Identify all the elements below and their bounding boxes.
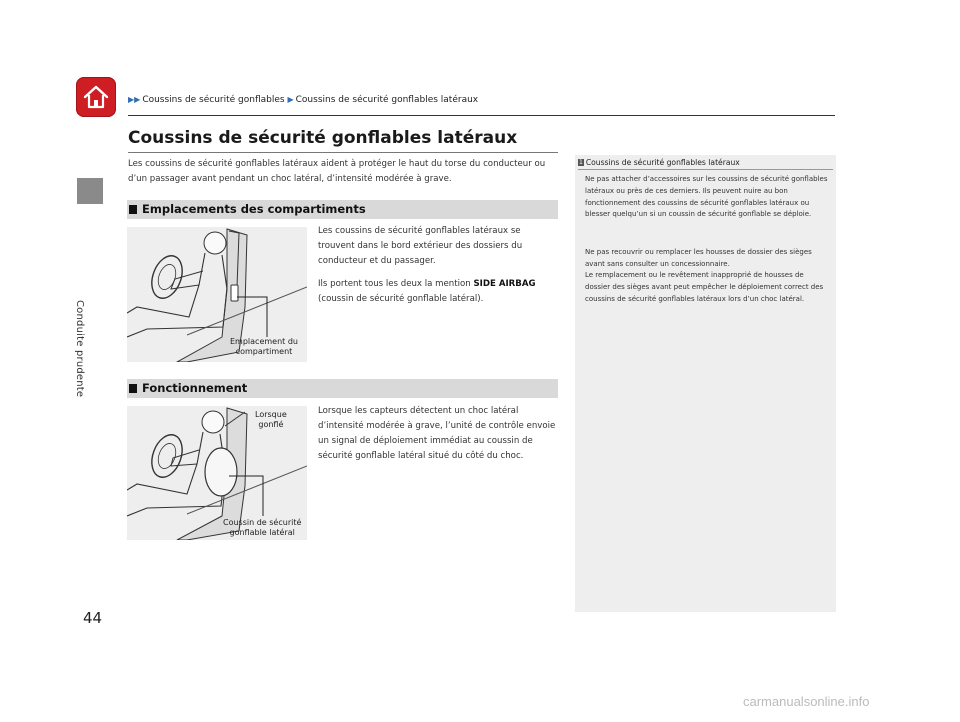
section-title: Fonctionnement (142, 381, 248, 395)
intro-paragraph: Les coussins de sécurité gonflables latéraux aident à protéger le haut du torse du conducteur ou d’un passager avant pendant un choc latéral, d’intensité modérée à grave. (128, 159, 546, 184)
breadcrumb-item[interactable]: Coussins de sécurité gonflables (142, 95, 285, 105)
square-bullet-icon (129, 384, 137, 393)
chapter-tab-marker[interactable] (77, 178, 103, 204)
note-number-badge: 1 (579, 159, 583, 166)
side-airbag-label: SIDE AIRBAG (473, 279, 536, 289)
note-divider (578, 169, 833, 170)
figure-label: Coussin de sécurité gonflable latéral (223, 518, 302, 537)
home-icon (82, 83, 110, 111)
home-button[interactable] (76, 77, 116, 117)
note-paragraph: Ne pas attacher d’accessoires sur les coussins de sécurité gonflables latéraux ou près de ces derniers. Ils peuvent nuire au bon fonctionnement des coussins de sécurité gonflables latéraux ou blesser quelqu’un si un coussin de sécurité gonflable se déploie. (585, 175, 828, 219)
figure-label: Emplacement du compartiment (230, 337, 298, 356)
arrow-right-icon: ▶ (287, 95, 294, 104)
note-paragraph: Ne pas recouvrir ou remplacer les housses de dossier des sièges avant sans consulter un concessionnaire. (585, 248, 812, 268)
breadcrumb-item[interactable]: Coussins de sécurité gonflables latéraux (295, 95, 479, 105)
note-heading: 1 Coussins de sécurité gonflables latéraux (579, 158, 740, 167)
page-number: 44 (83, 609, 103, 627)
title-divider (128, 152, 558, 153)
paragraph-operation: Lorsque les capteurs détectent un choc latéral d’intensité modérée à grave, l’unité de contrôle envoie un signal de déploiement immédiat au coussin de sécurité gonflable latéral situé du côté du choc. (318, 406, 556, 461)
figure-label: Lorsque gonflé (255, 410, 287, 429)
header-divider (128, 115, 835, 116)
airbag-location-illustration (127, 227, 307, 362)
paragraph-location: Les coussins de sécurité gonflables latéraux se trouvent dans le bord extérieur des dossiers du conducteur et du passager. (318, 226, 523, 266)
section-title: Emplacements des compartiments (142, 202, 366, 216)
note-paragraph: Le remplacement ou le revêtement inapproprié de housses de dossier des sièges avant peut empêcher le déploiement correct des coussins de sécurité gonflables latéraux lors d’un choc latéral. (585, 271, 824, 303)
breadcrumb (128, 95, 478, 105)
section-header-locations (127, 200, 558, 219)
arrow-right-icon: ▶▶ (128, 95, 141, 104)
page-title: Coussins de sécurité gonflables latéraux (128, 128, 518, 148)
note-sidebar (575, 155, 836, 612)
footer-watermark: carmanualsonline.info (743, 694, 870, 709)
airbag-deployment-illustration (127, 406, 307, 540)
paragraph-label: Ils portent tous les deux la mention SIDE AIRBAG (coussin de sécurité gonflable latéral). (318, 279, 536, 304)
square-bullet-icon (129, 205, 137, 214)
chapter-label: Conduite prudente (74, 300, 85, 398)
section-header-operation (127, 379, 558, 398)
